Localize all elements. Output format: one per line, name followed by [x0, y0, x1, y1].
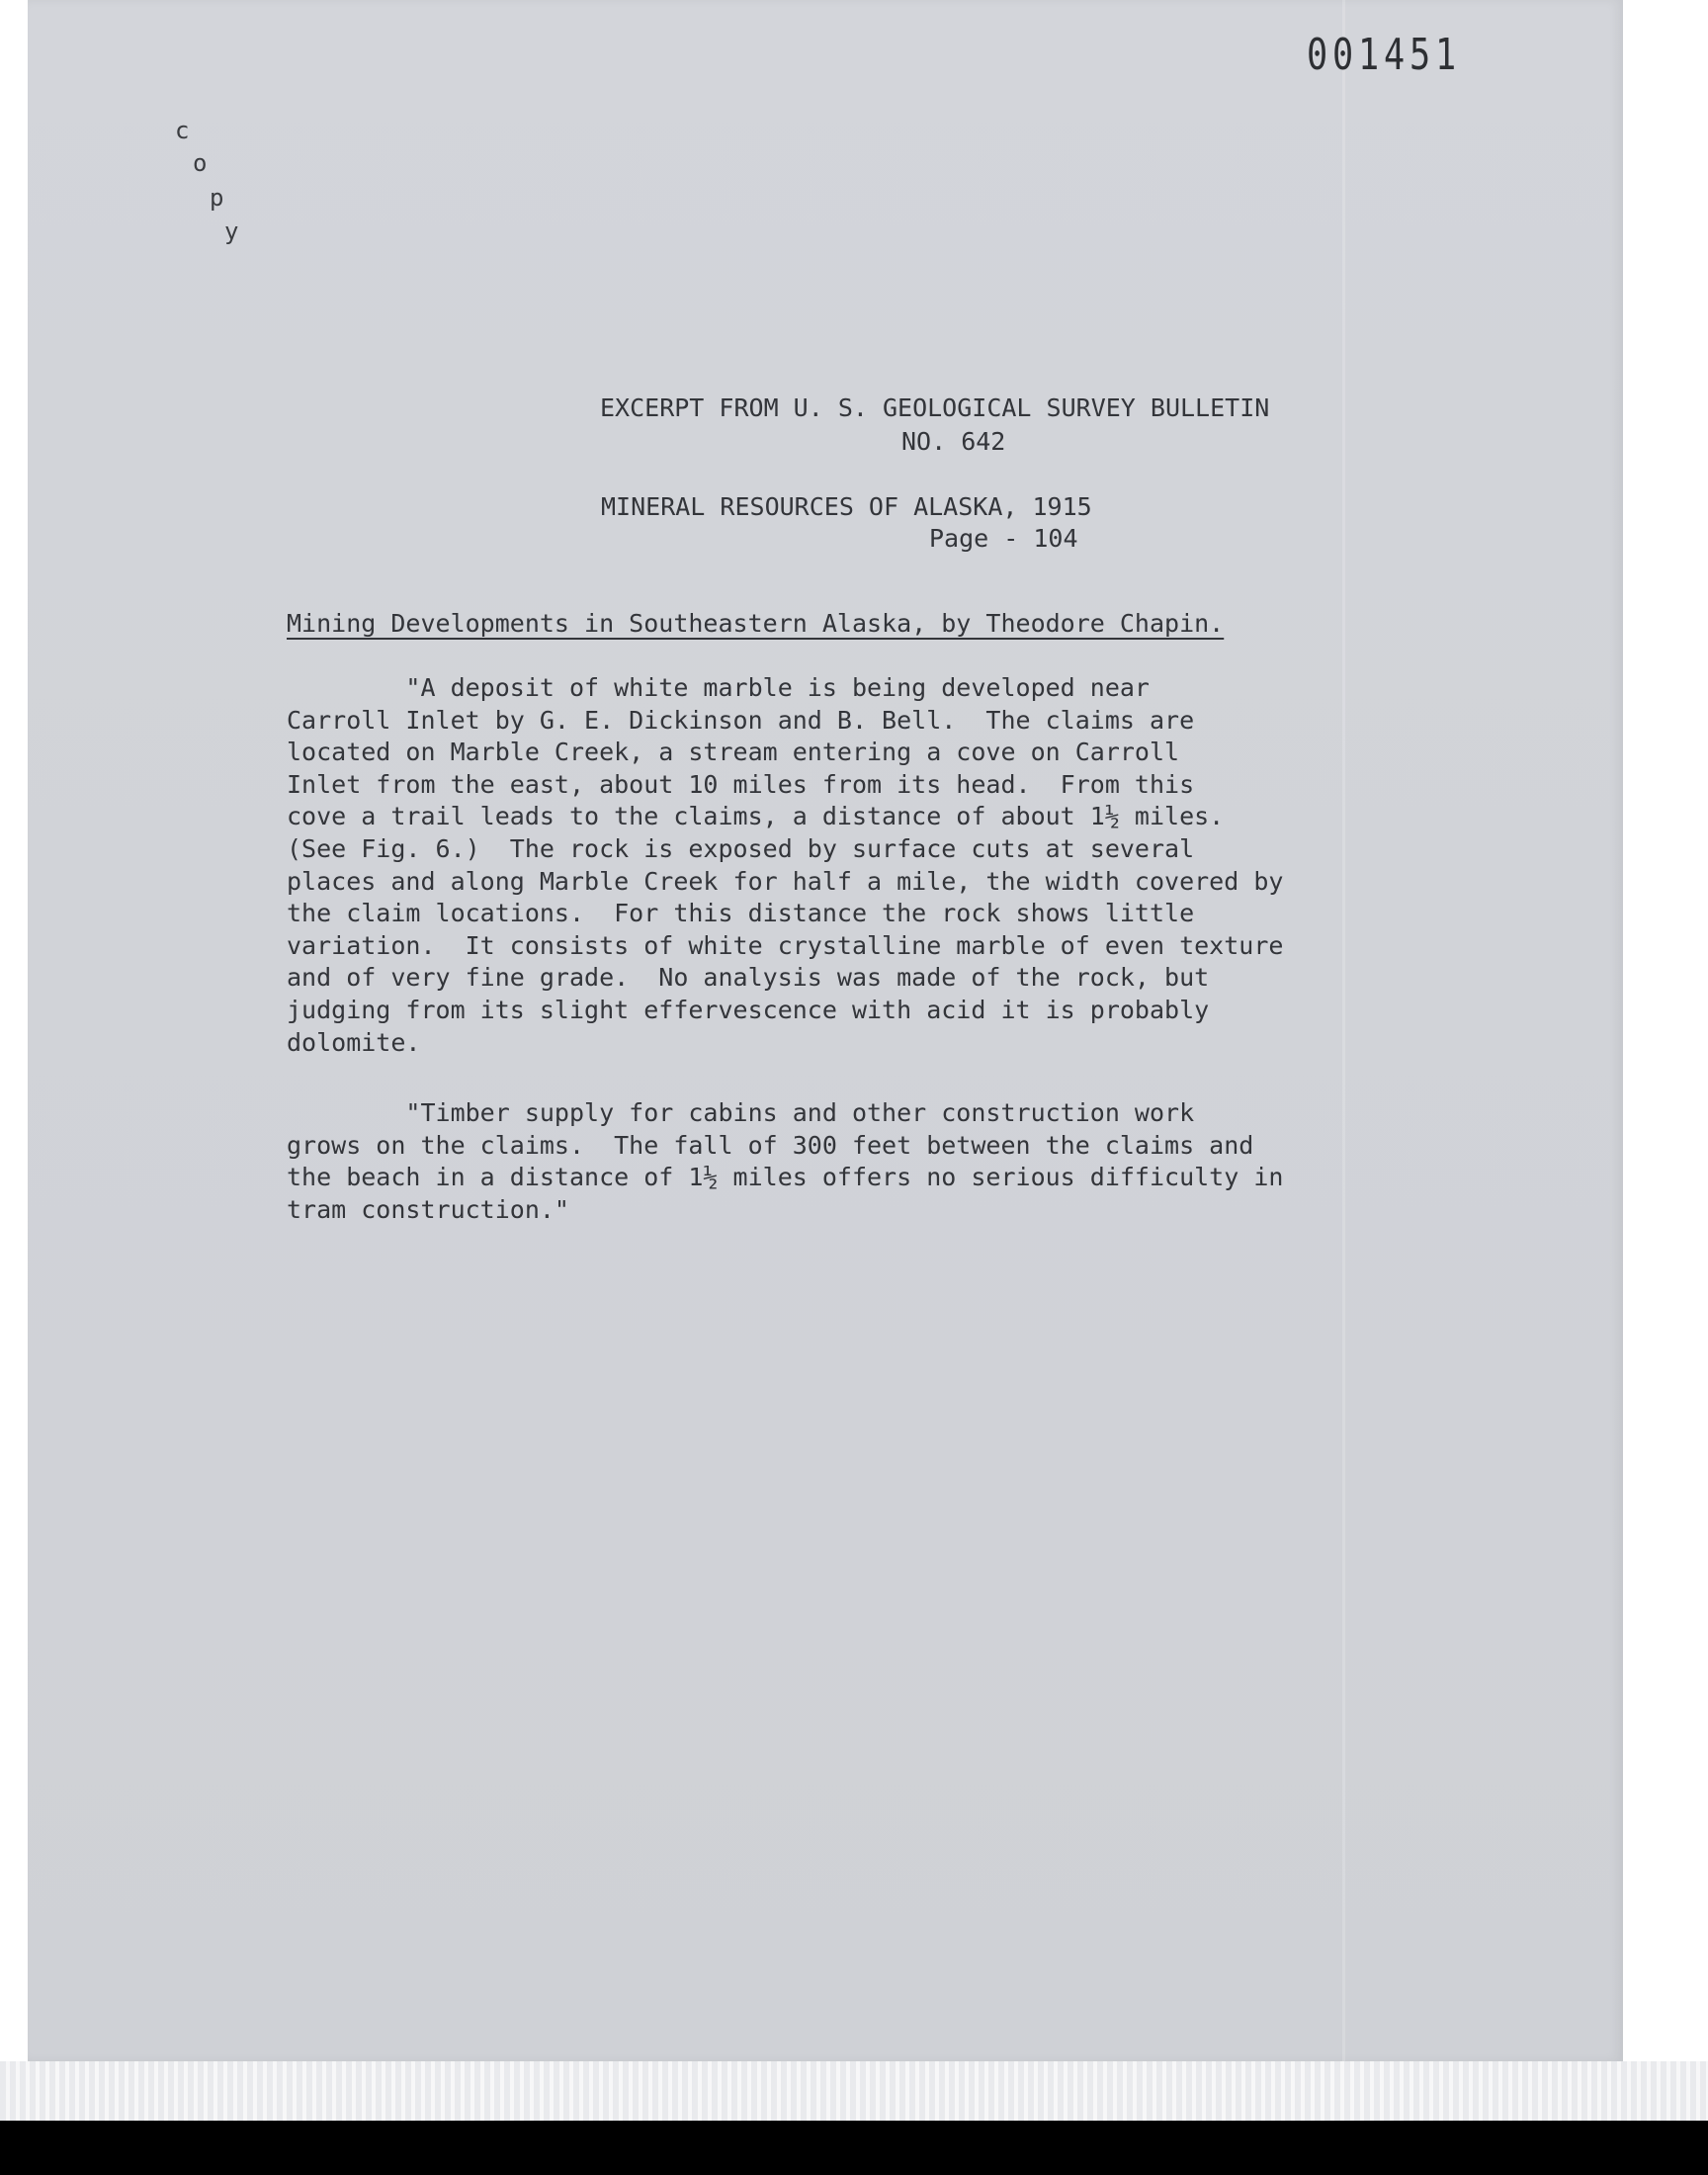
quote-paragraph-1: "A deposit of white marble is being developed near Carroll Inlet by G. E. Dickinson and B. Bell. The claims are located on Marble Creek, a stream entering a cove on Carroll Inlet from the east, about 10 miles from its head. From this cove a trail leads to the claims, a distance of about 1½ miles. (See Fig. 6.) The rock is exposed by surface cuts at several places and along Marble Creek for half a mile, the width covered by the claim locations. For this distance the rock shows little variation. It consists of white crystalline marble of even texture and of very fine grade. No analysis was made of the rock, but judging from its slight effervescence with acid it is probably dolomite. — [287, 673, 1284, 1057]
section-subject: Mining Developments in Southeastern Alaska, by Theodore Chapin. — [287, 609, 1225, 638]
heading-subtitle: MINERAL RESOURCES OF ALASKA, 1915 — [601, 492, 1092, 521]
scanner-black-border — [0, 2121, 1708, 2175]
copy-mark-letter: c — [175, 117, 190, 144]
quote-paragraph-2: "Timber supply for cabins and other construction work grows on the claims. The fall of 300 feet between the claims and the beach in a distance of 1½ miles offers no serious difficulty in tram construction." — [287, 1098, 1284, 1224]
heading-title: EXCERPT FROM U. S. GEOLOGICAL SURVEY BULLETIN — [600, 393, 1270, 422]
copy-mark-letter: y — [224, 218, 239, 245]
page-reference: Page - 104 — [929, 524, 1078, 553]
document-number-stamp: 001451 — [1307, 30, 1461, 80]
copy-mark-letter: p — [210, 184, 224, 212]
bulletin-number: NO. 642 — [901, 427, 1006, 456]
scanner-edge-strip — [0, 2061, 1708, 2121]
copy-mark-letter: o — [193, 149, 208, 177]
